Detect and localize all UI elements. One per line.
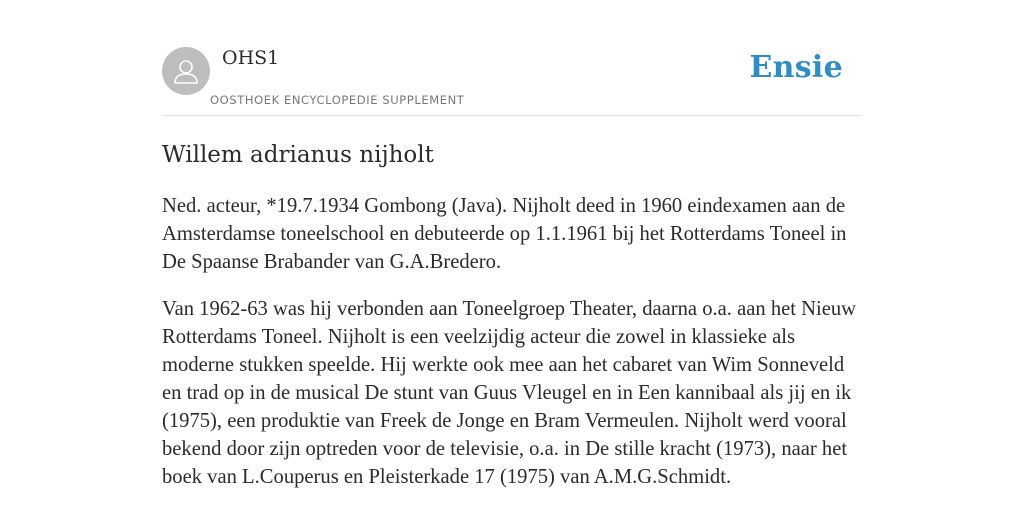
- article-paragraph-2: Van 1962-63 was hij verbonden aan Toneelgroep Theater, daarna o.a. aan het Nieuw Rotterdams Toneel. Nijholt is een veelzijdig acteur die zowel in klassieke als moderne stukken speelde. Hij werkte ook mee aan het cabaret van Wim Sonneveld en trad op in de musical De stunt van Guus Vleugel en in Een kannibaal als jij en ik (1975), een produktie van Freek de Jonge en Bram Vermeulen. Nijholt werd vooral bekend door zijn optreden voor de televisie, o.a. in De stille kracht (1973), naar het boek van L.Couperus en Pleisterkade 17 (1975) van A.M.G.Schmidt.: [162, 298, 857, 488]
- page-container: [162, 0, 862, 488]
- article-paragraph-1: Ned. acteur, *19.7.1934 Gombong (Java). Nijholt deed in 1960 eindexamen aan de Amsterdamse toneelschool en debuteerde op 1.1.1961 bij het Rotterdams Toneel in De Spaanse Brabander van G.A.Bredero.: [162, 195, 847, 273]
- source-label[interactable]: OOSTHOEK ENCYCLOPEDIE SUPPLEMENT: [210, 93, 465, 107]
- page-title: Willem adrianus nijholt: [162, 142, 434, 168]
- user-icon: [171, 56, 201, 86]
- author-name[interactable]: OHS1: [222, 47, 280, 69]
- avatar[interactable]: [162, 47, 210, 95]
- header: [162, 0, 862, 116]
- brand-logo[interactable]: Ensie: [749, 50, 843, 85]
